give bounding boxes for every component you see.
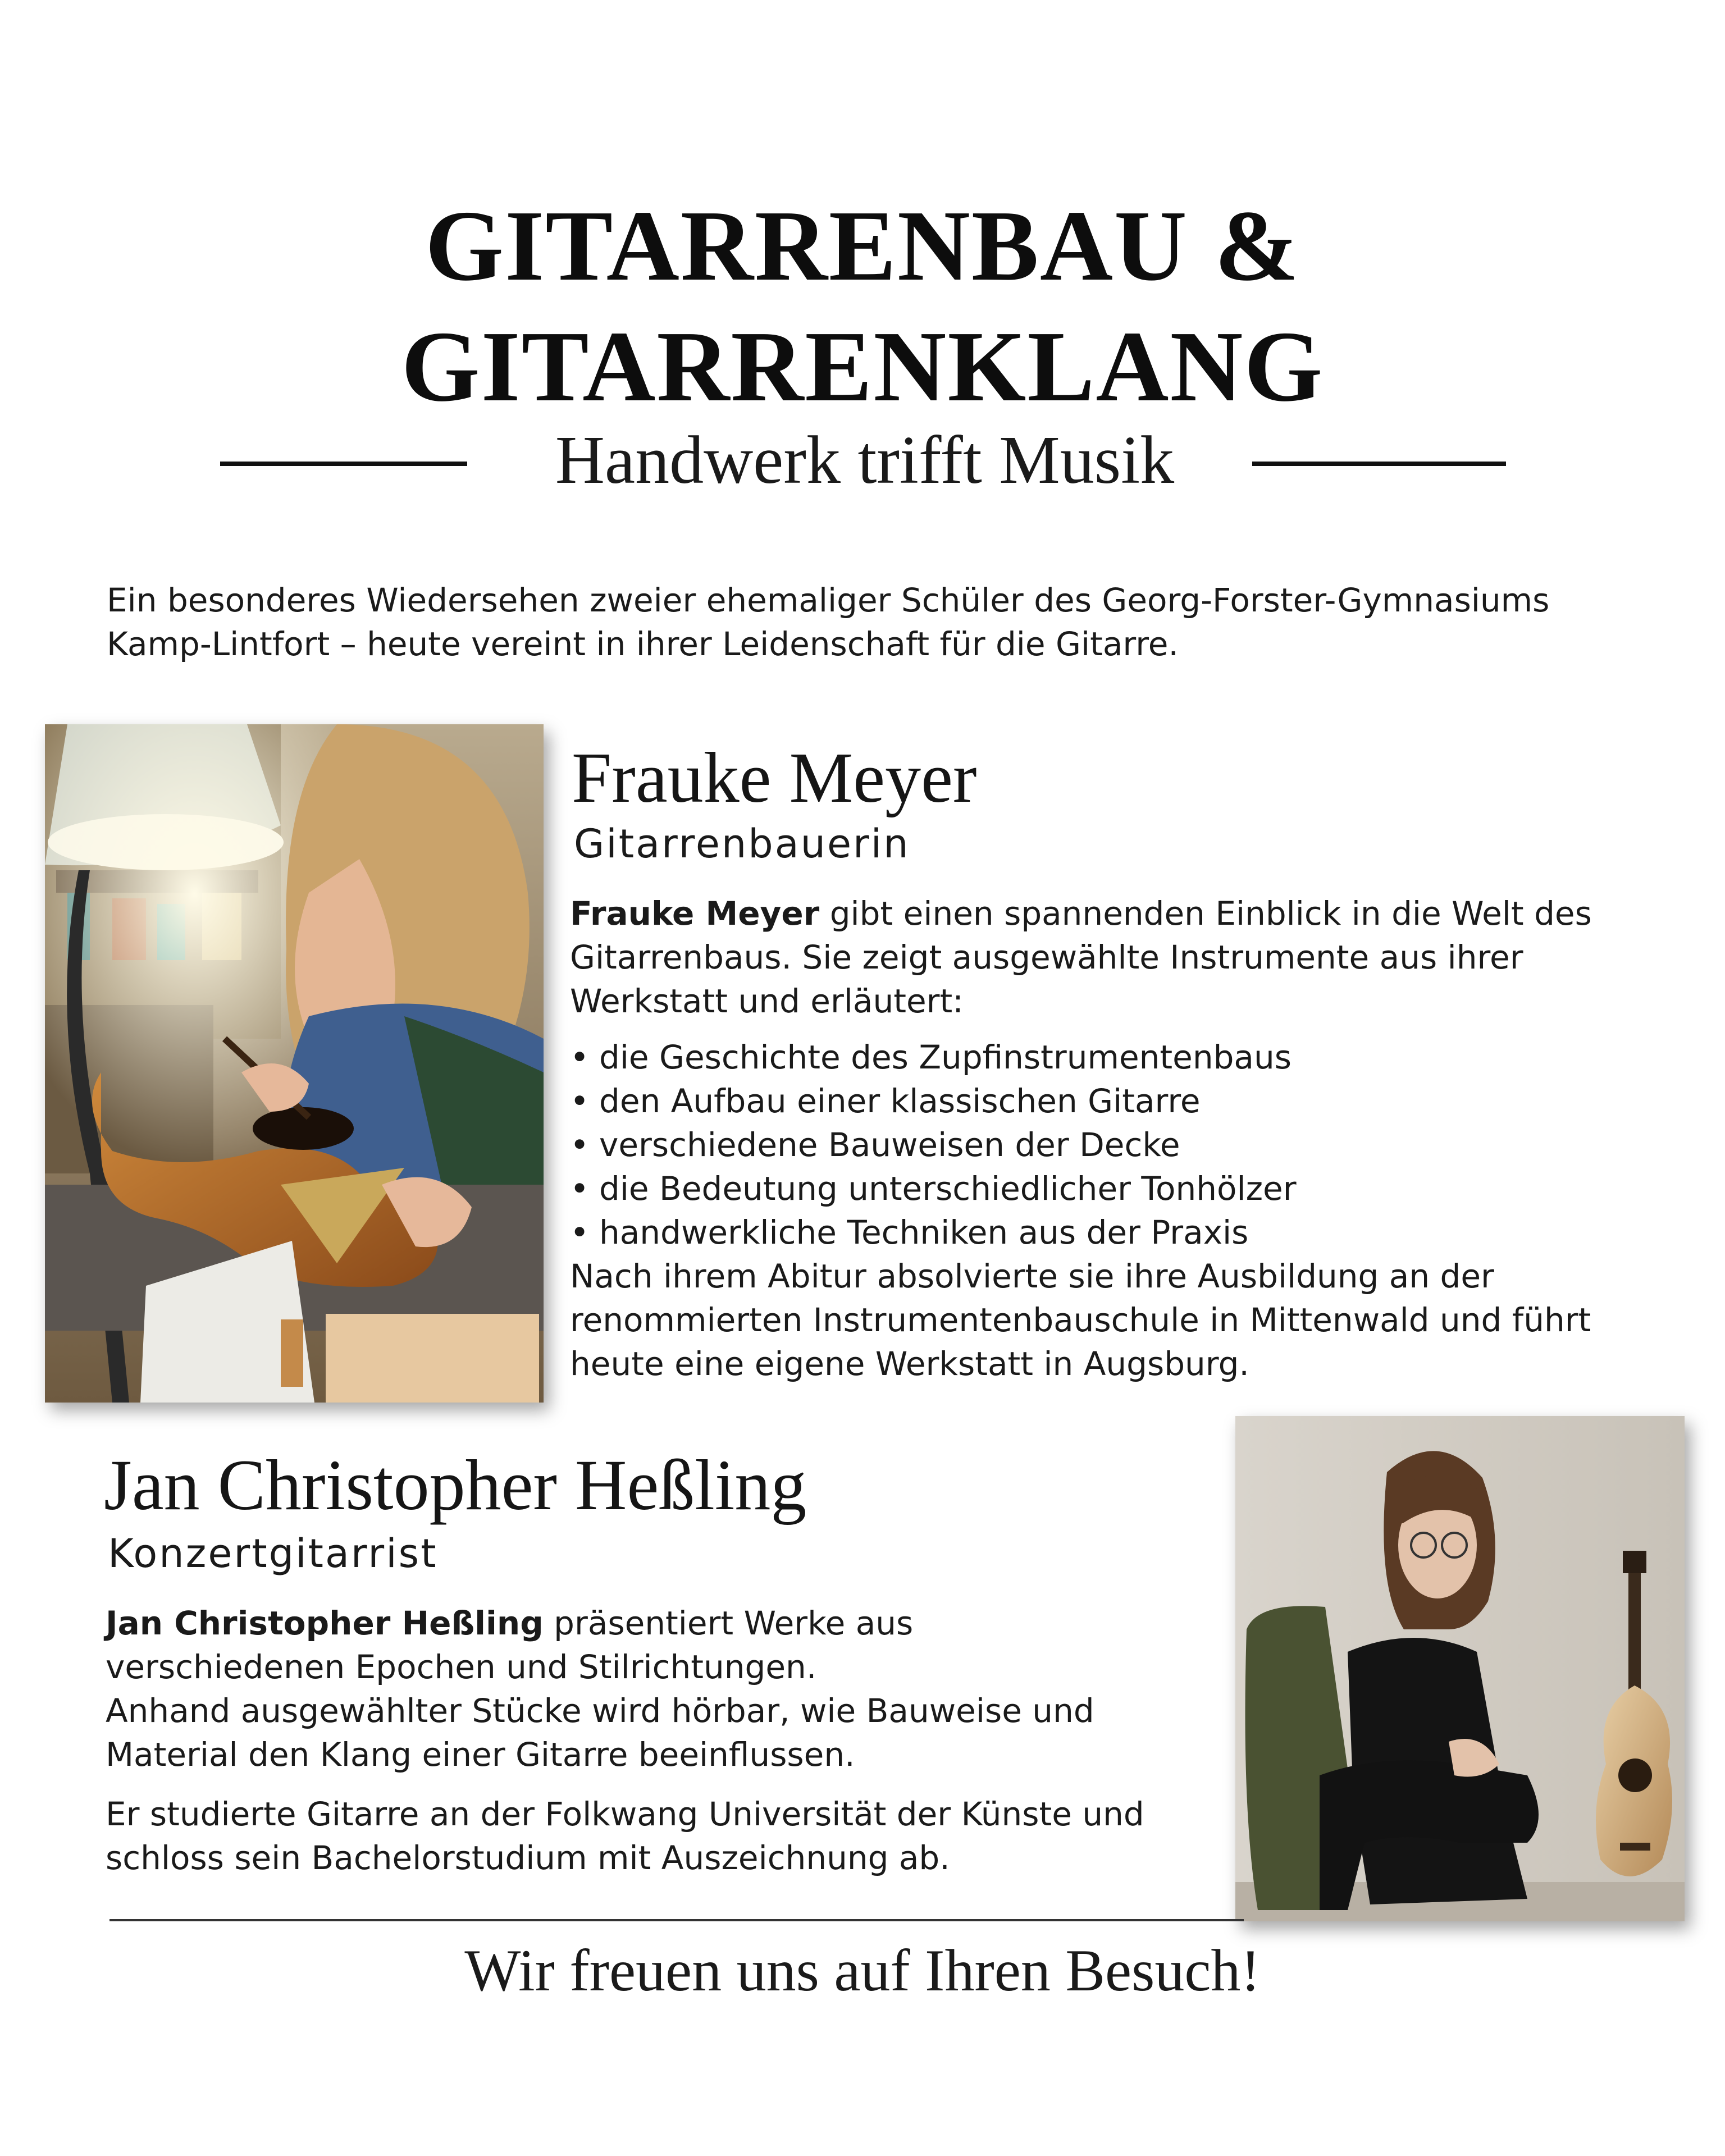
guitarist-photo	[1235, 1416, 1685, 1921]
guitarist-role: Konzertgitarrist	[108, 1531, 438, 1577]
builder-bio: Nach ihrem Abitur absolvierte sie ihre Ausbildung an der renommierten Instrumentenbauschule in Mittenwald und führt heute eine eigene Werkstatt in Augsburg.	[570, 1257, 1591, 1383]
list-item: • den Aufbau einer klassischen Gitarre	[570, 1079, 1671, 1123]
builder-lead-name: Frauke Meyer	[570, 894, 820, 933]
footer-divider	[109, 1919, 1244, 1921]
guitarist-name: Jan Christopher Heßling	[104, 1445, 807, 1525]
page-title-line-1: GITARRENBAU &	[425, 190, 1300, 302]
intro-line-2: Kamp-Lintfort – heute vereint in ihrer Leidenschaft für die Gitarre.	[107, 625, 1179, 663]
list-item: • die Geschichte des Zupfinstrumentenbaus	[570, 1035, 1671, 1079]
guitarist-bio: Er studierte Gitarre an der Folkwang Universität der Künste und schloss sein Bachelorstudium mit Auszeichnung ab.	[106, 1795, 1144, 1877]
guitar-builder-photo	[45, 724, 544, 1403]
list-item: • verschiedene Bauweisen der Decke	[570, 1123, 1671, 1167]
builder-topic-list	[570, 1035, 1671, 1254]
builder-intro-paragraph	[570, 892, 1671, 1023]
guitarist-lead-name: Jan Christopher Heßling	[106, 1604, 544, 1642]
intro-line-1: Ein besonderes Wiedersehen zweier ehemaliger Schüler des Georg-Forster-Gymnasiums	[107, 581, 1550, 619]
bullet-icon: •	[570, 1213, 590, 1251]
bullet-icon: •	[570, 1126, 590, 1164]
guitarist-intro-paragraph	[106, 1601, 993, 1689]
subtitle-rule-right	[1252, 462, 1506, 466]
subtitle-rule-left	[220, 462, 467, 466]
list-item: • handwerkliche Techniken aus der Praxis	[570, 1211, 1671, 1254]
bullet-icon: •	[570, 1038, 590, 1076]
builder-role: Gitarrenbauerin	[574, 821, 910, 867]
intro-paragraph	[107, 578, 1656, 666]
guitarist-sound-paragraph: Anhand ausgewählter Stücke wird hörbar, wie Bauweise und Material den Klang einer Gitarre beeinflussen.	[106, 1692, 1094, 1774]
page-title-line-2: GITARRENKLANG	[401, 310, 1324, 422]
builder-description	[570, 892, 1671, 1386]
list-item: • die Bedeutung unterschiedlicher Tonhölzer	[570, 1167, 1671, 1211]
guitarist-description	[106, 1601, 1206, 1880]
bullet-icon: •	[570, 1082, 590, 1120]
bullet-icon: •	[570, 1170, 590, 1208]
page-subtitle: Handwerk trifft Musik	[555, 422, 1175, 498]
guitarist-lead-text: präsentiert Werke aus verschiedenen Epochen und Stilrichtungen.	[106, 1604, 914, 1686]
builder-name: Frauke Meyer	[572, 738, 977, 817]
builder-lead-text: gibt einen spannenden Einblick in die Welt des Gitarrenbaus. Sie zeigt ausgewählte Instrumente aus ihrer Werkstatt und erläutert:	[570, 894, 1592, 1020]
footer-message: Wir freuen uns auf Ihren Besuch!	[464, 1938, 1261, 2003]
